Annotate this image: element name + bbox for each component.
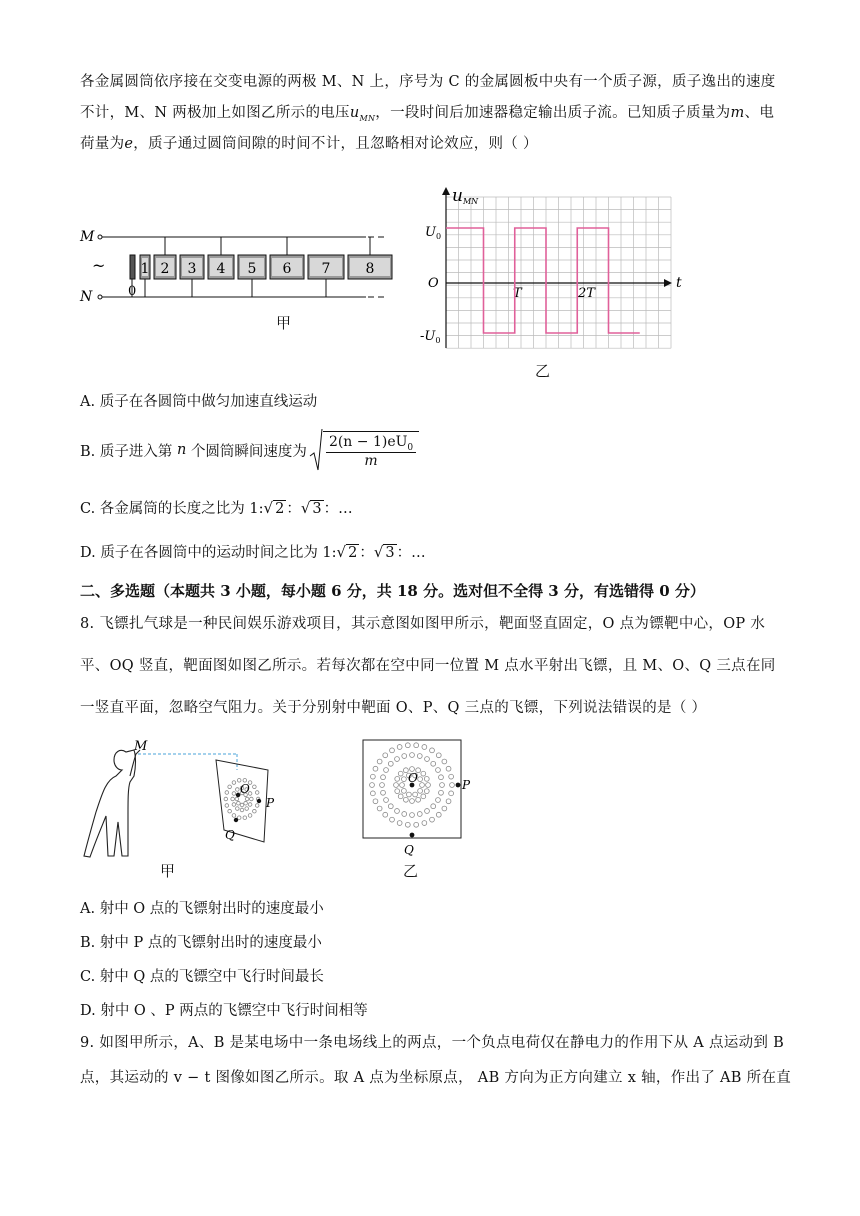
faceRings-balloon-1-0 (426, 783, 431, 788)
accelerator-figure (78, 215, 398, 325)
target-o-label: O (408, 771, 418, 785)
sqrt-expression (307, 428, 419, 472)
q7-option-d[interactable]: D. 质子在各圆筒中的运动时间之比为 1:√ 2 ：√ 3 ：… (80, 543, 426, 561)
faceRings-balloon-3-3 (442, 806, 447, 811)
target-face-figure (358, 736, 471, 876)
y-axis-label: uMN (452, 186, 479, 206)
plate-zero-label: 0 (128, 284, 137, 299)
faceRings-balloon-3-18 (377, 759, 382, 764)
faceRings-balloon-2-13 (381, 775, 386, 780)
faceRings-balloon-3-22 (405, 743, 410, 748)
faceRings-balloon-1-6 (398, 794, 403, 799)
faceRings-balloon-2-23 (439, 775, 444, 780)
faceRings-balloon-2-4 (425, 809, 430, 814)
t-axis-label: t (676, 275, 682, 291)
q7-option-b-text: B. 质子进入第 (80, 443, 173, 460)
faceRings-balloon-3-16 (370, 774, 375, 779)
boardRings-balloon-2-11 (228, 785, 232, 789)
faceRings-balloon-0-0 (420, 783, 425, 788)
boardRings-balloon-1-0 (250, 797, 254, 801)
boardRings-balloon-2-6 (232, 814, 236, 818)
faceRings-balloon-3-24 (422, 745, 427, 750)
target-p-dot (456, 783, 461, 788)
faceRings-balloon-3-9 (397, 821, 402, 826)
faceRings-balloon-2-1 (439, 790, 444, 795)
q8-line3: 一竖直平面，忽略空气阻力。关于分别射中靶面 O、P、Q 三点的飞镖，下列说法错误的是（ ） (80, 700, 707, 716)
faceRings-balloon-3-12 (377, 806, 382, 811)
boardRings-balloon-2-4 (243, 816, 247, 820)
q7-line1: 各金属圆筒依序接在交变电源的两极 M、N 上，序号为 C 的金属圆板中央有一个质子源，质子逸出的速度 (80, 74, 776, 90)
faceRings-balloon-2-16 (395, 757, 400, 762)
boardRings-balloon-2-8 (225, 804, 229, 808)
q7-line3-text-a: 荷量为 (80, 136, 125, 152)
faceRings-balloon-3-7 (414, 822, 419, 827)
tube-label-8: 8 (365, 261, 375, 277)
faceRings-balloon-2-9 (388, 804, 393, 809)
q7-umn-sub: MN (359, 113, 376, 123)
terminal-m-dot (98, 235, 102, 239)
faceRings-balloon-1-8 (394, 783, 399, 788)
faceRings-balloon-3-10 (390, 817, 395, 822)
faceRings-balloon-2-2 (436, 798, 441, 803)
faceRings-balloon-2-6 (410, 813, 415, 818)
boardRings-balloon-0-4 (235, 797, 239, 801)
q8-line2: 平、OQ 竖直，靶面图如图乙所示。若每次都在空中同一位置 M 点水平射出飞镖，且 M、O、Q 三点在同 (80, 658, 776, 674)
faceRings-balloon-0-2 (413, 792, 418, 797)
faceRings-balloon-3-19 (383, 753, 388, 758)
figure-8-jia-caption: 甲 (160, 862, 176, 880)
faceRings-balloon-2-14 (384, 768, 389, 773)
faceRings-balloon-3-26 (436, 753, 441, 758)
boardRings-balloon-2-1 (255, 804, 259, 808)
boardRings-balloon-2-12 (232, 781, 236, 785)
faceRings-balloon-2-19 (417, 754, 422, 759)
q7-option-b-text2: 个圆筒瞬间速度为 (190, 443, 307, 460)
tube-label-4: 4 (216, 261, 226, 277)
q7-option-c[interactable]: C. 各金属筒的长度之比为 1:√ 2 ：√ 3 ：… (80, 499, 353, 517)
faceRings-balloon-2-21 (431, 761, 436, 766)
figure-jia-caption: 甲 (276, 314, 292, 332)
dart-thrower-figure (74, 736, 284, 866)
faceRings-balloon-3-1 (449, 791, 454, 796)
tube-group (140, 237, 392, 297)
q8-option-d[interactable]: D. 射中 O 、P 两点的飞镖空中飞行时间相等 (80, 1003, 368, 1019)
faceRings-balloon-0-4 (402, 788, 407, 793)
point-p-label: P (266, 796, 275, 810)
fraction-numerator: $2(n - 1)eU_0$ (326, 434, 416, 454)
person-outline (84, 750, 136, 857)
faceRings-balloon-3-8 (405, 822, 410, 827)
figure-yi-caption: 乙 (535, 362, 551, 380)
faceRings-balloon-3-15 (370, 783, 375, 788)
boardRings-balloon-2-3 (248, 814, 252, 818)
faceRings-balloon-2-7 (402, 812, 407, 817)
faceRings-balloon-2-0 (440, 783, 445, 788)
faceRings-balloon-3-2 (446, 799, 451, 804)
q7-line2 (80, 103, 785, 129)
q7-option-b-n: n (176, 442, 187, 458)
point-p-dot (257, 799, 261, 803)
tube-label-3: 3 (187, 261, 197, 277)
boardRings-balloon-2-9 (224, 797, 228, 801)
faceRings-balloon-0-9 (418, 777, 423, 782)
faceRings-balloon-0-3 (407, 792, 412, 797)
square-wave (446, 228, 640, 333)
faceRings-balloon-0-1 (418, 788, 423, 793)
q7-option-c-text: C. 各金属筒的长度之比为 1: (80, 501, 264, 517)
point-o-label: O (240, 782, 250, 796)
faceRings-balloon-3-17 (373, 766, 378, 771)
q7-option-a[interactable]: A. 质子在各圆筒中做匀加速直线运动 (80, 394, 318, 410)
faceRings-balloon-3-0 (450, 783, 455, 788)
q8-line1: 8. 飞镖扎气球是一种民间娱乐游戏项目，其示意图如图甲所示，靶面竖直固定，O 点为镖靶中心，OP 水 (80, 616, 766, 632)
boardRings-balloon-1-2 (245, 807, 249, 811)
faceRings-balloon-1-1 (424, 789, 429, 794)
faceRings-balloon-2-22 (436, 768, 441, 773)
neg-u0-label: $-U_0$ (420, 329, 441, 345)
q7-line2-text-a: 不计，M、N 两极加上如图乙所示的电压 (80, 105, 350, 121)
radical-sign (309, 428, 323, 472)
q7-option-d-text: D. 质子在各圆筒中的运动时间之比为 1: (80, 545, 337, 561)
tube-label-2: 2 (160, 261, 170, 277)
terminal-n-label: N (80, 289, 93, 305)
source-plate (130, 255, 135, 279)
boardRings-balloon-1-5 (232, 803, 236, 807)
q7-line2-text-b: ，一段时间后加速器稳定输出质子流。已知质子质量为 (375, 105, 731, 121)
q9-line1: 9. 如图甲所示，A、B 是某电场中一条电场线上的两点，一个负点电荷仅在静电力的作用下从 A 点运动到 B (80, 1035, 785, 1051)
faceRings-balloon-2-11 (381, 790, 386, 795)
point-m-label: M (134, 739, 148, 754)
faceRings-balloon-2-20 (425, 757, 430, 762)
boardRings-balloon-2-2 (253, 809, 257, 813)
boardRings-balloon-2-17 (255, 791, 259, 795)
target-square (363, 740, 461, 838)
u0-label: $U_0$ (425, 225, 442, 241)
q7-option-d-root2: 2 (348, 545, 358, 561)
boardRings-balloon-1-6 (231, 797, 235, 801)
y-axis-arrow (442, 187, 450, 195)
q7-line2-text-c: 、电 (744, 105, 775, 121)
faceRings-balloon-2-12 (380, 783, 385, 788)
boardRings-balloon-0-1 (244, 801, 248, 805)
faceRings-balloon-2-18 (410, 753, 415, 758)
faceRings-balloon-3-20 (390, 748, 395, 753)
q9-line2: 点，其运动的 v − t 图像如图乙所示。取 A 点为坐标原点， AB 方向为正方向建立 x 轴，作出了 AB 所在直 (80, 1070, 792, 1086)
faceRings-balloon-3-11 (383, 812, 388, 817)
q7-option-d-colon: ： (359, 545, 374, 561)
boardRings-balloon-1-4 (236, 807, 240, 811)
boardRings-balloon-2-16 (253, 785, 257, 789)
boardRings-balloon-0-3 (237, 801, 241, 805)
faceRings-balloon-3-21 (397, 745, 402, 750)
faceRings-balloon-3-14 (370, 791, 375, 796)
terminal-m-label: M (80, 229, 95, 245)
faceRings-balloon-1-5 (403, 797, 408, 802)
q7-option-c-colon: ： (286, 501, 301, 517)
q8-option-a[interactable]: A. 射中 O 点的飞镖射出时的速度最小 (80, 901, 324, 917)
q7-option-c-root3: 3 (312, 501, 322, 517)
boardRings-balloon-1-3 (240, 808, 244, 812)
q7-umn-var: u (349, 105, 360, 121)
faceRings-balloon-3-28 (446, 766, 451, 771)
tube-label-7: 7 (321, 261, 331, 277)
faceRings-balloon-1-10 (398, 771, 403, 776)
faceRings-balloon-0-6 (402, 777, 407, 782)
tick-T: T (513, 286, 522, 301)
tick-2T: 2T (578, 286, 595, 301)
fraction (326, 434, 416, 470)
q7-option-c-tail: ：… (323, 501, 353, 517)
q7-m-var: m (730, 105, 745, 121)
boardRings-balloon-2-10 (225, 791, 229, 795)
faceRings-balloon-1-4 (410, 799, 415, 804)
faceRings-balloon-3-23 (414, 743, 419, 748)
radicand (323, 431, 419, 470)
boardRings-balloon-1-1 (248, 803, 252, 807)
faceRings-balloon-1-9 (395, 776, 400, 781)
tube-label-6: 6 (282, 261, 292, 277)
target-q-label: Q (404, 843, 414, 857)
faceRings-balloon-3-27 (442, 759, 447, 764)
q7-line3-text-b: ，质子通过圆筒间隙的时间不计，且忽略相对论效应，则（ ） (133, 136, 538, 152)
faceRings-balloon-3-25 (430, 748, 435, 753)
faceRings-balloon-2-17 (402, 754, 407, 759)
faceRings-balloon-3-6 (422, 821, 427, 826)
point-q-dot (234, 818, 238, 822)
point-q-label: Q (225, 828, 235, 842)
tube-label-1: 1 (140, 261, 150, 277)
voltage-graph (420, 185, 690, 355)
q7-option-d-root3: 3 (385, 545, 395, 561)
faceRings-balloon-3-5 (430, 817, 435, 822)
ac-source-symbol: ~ (92, 256, 106, 275)
q8-option-b[interactable]: B. 射中 P 点的飞镖射出时的速度最小 (80, 935, 322, 951)
faceRings-balloon-1-14 (421, 771, 426, 776)
boardRings-balloon-1-8 (236, 788, 240, 792)
faceRings-balloon-1-2 (421, 794, 426, 799)
faceRings-balloon-2-5 (417, 812, 422, 817)
faceRings-balloon-2-15 (388, 761, 393, 766)
faceRings-balloon-1-7 (395, 789, 400, 794)
boardRings-balloon-2-7 (228, 809, 232, 813)
faceRings-balloon-2-10 (384, 798, 389, 803)
faceRings-balloon-1-15 (424, 776, 429, 781)
boardRings-balloon-0-0 (245, 797, 249, 801)
q8-option-c[interactable]: C. 射中 Q 点的飞镖空中飞行时间最长 (80, 969, 324, 985)
figure-8-yi-caption: 乙 (403, 862, 419, 880)
faceRings-balloon-3-4 (436, 812, 441, 817)
q7-option-d-tail: ：… (396, 545, 426, 561)
faceRings-balloon-3-29 (449, 774, 454, 779)
faceRings-balloon-0-5 (400, 783, 405, 788)
target-q-dot (410, 833, 415, 838)
fraction-denominator: m (364, 453, 378, 470)
faceRings-balloon-2-3 (431, 804, 436, 809)
faceRings-balloon-1-3 (416, 797, 421, 802)
boardRings-balloon-0-2 (240, 803, 244, 807)
graph-grid (446, 197, 671, 348)
q7-e-var: e (124, 136, 134, 152)
faceRings-balloon-3-13 (373, 799, 378, 804)
q7-option-c-root2: 2 (275, 501, 285, 517)
tube-label-5: 5 (247, 261, 257, 277)
q7-line3 (80, 134, 785, 154)
origin-label: O (428, 276, 439, 291)
section-2-heading: 二、多选题（本题共 3 小题，每小题 6 分，共 18 分。选对但不全得 3 分，有选错得 0 分） (80, 582, 705, 600)
boardRings-balloon-1-7 (232, 792, 236, 796)
terminal-n-dot (98, 295, 102, 299)
q7-option-b[interactable] (80, 428, 419, 472)
faceRings-balloon-2-8 (395, 809, 400, 814)
target-p-label: P (462, 778, 471, 792)
